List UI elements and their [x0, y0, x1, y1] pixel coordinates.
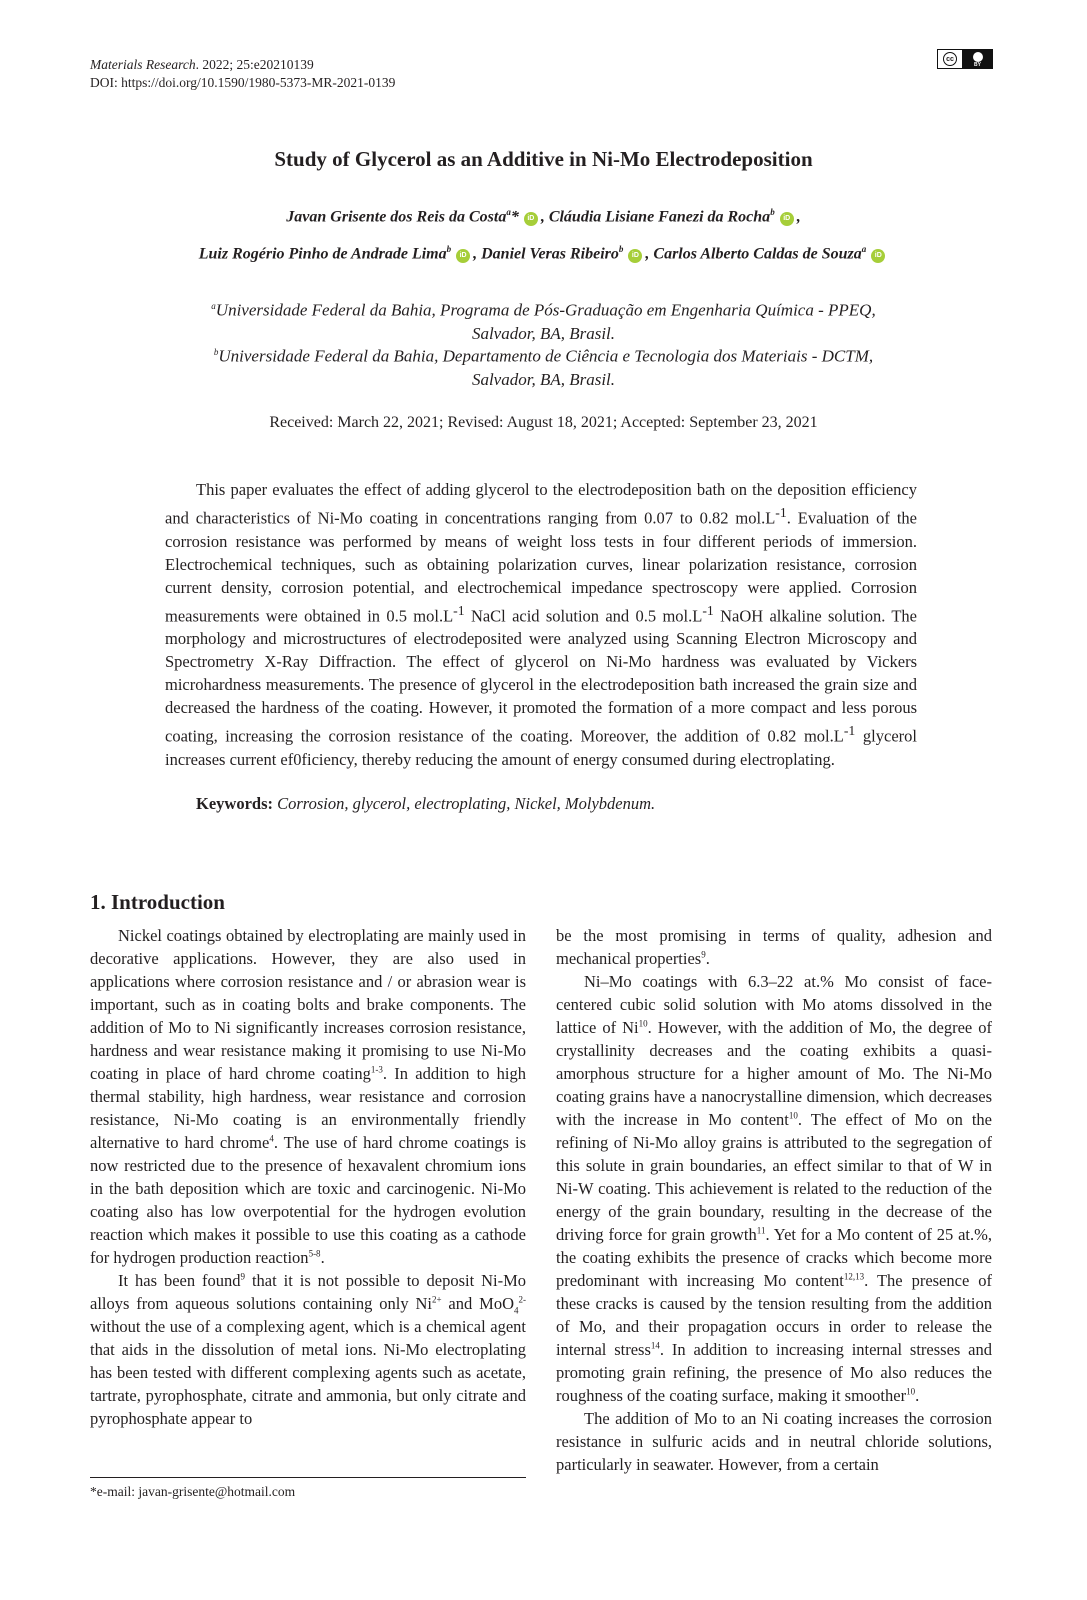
running-header	[90, 56, 395, 92]
author-affil-mark: b	[770, 207, 775, 217]
author-affil-mark: a	[506, 207, 511, 217]
author-line-2: Luiz Rogério Pinho de Andrade Lima$^b$iD , Daniel Veras Ribeiro$^b$iD , Carlos Alberto Caldas de Souza$^a$iD	[0, 244, 1087, 263]
orcid-icon[interactable]: iD	[628, 249, 642, 263]
cc-by-license-badge[interactable]	[937, 49, 993, 69]
affiliation-b: $^b$Universidade Federal da Bahia, Departamento de Ciência e Tecnologia dos Materiais - DCTM, Salvador, BA, Brasil.	[213, 346, 874, 389]
affiliation-a: $^a$Universidade Federal da Bahia, Programa de Pós-Graduação em Engenharia Química - PPEQ, Salvador, BA, Brasil.	[211, 300, 876, 343]
orcid-icon[interactable]: iD	[524, 212, 538, 226]
paragraph: be the most promising in terms of quality, adhesion and mechanical properties$^9$.	[556, 926, 992, 968]
paragraph: The addition of Mo to an Ni coating increases the corrosion resistance in sulfuric acids and in neutral chloride solutions, particularly in seawater. However, from a certain	[556, 1409, 992, 1474]
orcid-icon[interactable]: iD	[456, 249, 470, 263]
author-affil-mark: a	[861, 244, 867, 254]
keywords	[196, 794, 655, 814]
by-icon: BY	[963, 50, 992, 68]
cc-icon: cc	[938, 50, 963, 68]
section-heading: 1. Introduction	[90, 890, 225, 914]
author-name: Javan Grisente dos Reis da Costa	[286, 208, 507, 226]
journal-name: Materials Research	[90, 57, 196, 72]
paragraph: Nickel coatings obtained by electroplating are mainly used in decorative applications. However, they are also used in applications where corrosion resistance and / or abrasion wear is important, such as in coating bolts and brake components. The addition of Mo to Ni significantly increases corrosion resistance, hardness and wear resistance making it promising to use Ni-Mo coating in place of hard chrome coating$^{1-3}$. In addition to high thermal stability, high hardness, wear resistance and corrosion resistance, Ni-Mo coating is an environmentally friendly alternative to hard chrome$^4$. The use of hard chrome coatings is now restricted due to the presence of hexavalent chromium ions in the bath deposition which are toxic and carcinogenic. Ni-Mo coating also has low overpotential for the hydrogen evolution reaction which makes it possible to use this coating as a cathode for hydrogen production reaction$^{5-8}$.	[90, 926, 526, 1267]
footnote-rule	[90, 1477, 526, 1478]
keywords-list: Corrosion, glycerol, electroplating, Nickel, Molybdenum.	[277, 794, 656, 813]
body-column-left	[90, 924, 526, 1430]
paragraph: Ni–Mo coatings with 6.3–22 at.% Mo consist of face-centered cubic solid solution with Mo atoms dissolved in the lattice of Ni$^{10}$. However, with the addition of Mo, the degree of crystallinity decreases and the coating exhibits a quasi-amorphous structure for a higher amount of Mo. The Ni-Mo coating grains have a nanocrystalline dimension, which decreases with the increase in Mo content$^{10}$. The effect of Mo on the refining of Ni-Mo alloy grains is attributed to the segregation of this solute in grain boundaries, an effect similar to that of W in Ni-W coating. This achievement is related to the reduction of the energy of the grain boundary, resulting in the decrease of the driving force for grain growth$^{11}$. Yet for a Mo content of 25 at.%, the coating exhibits the presence of cracks which become more predominant with increasing Mo content$^{12,13}$. The presence of these cracks is caused by the tension resulting from the addition of Mo, and their propagation occurs in order to release the internal stress$^{14}$. In addition to increasing internal stresses and promoting grain refining, the presence of Mo also reduces the roughness of the coating surface, making it smoother$^{10}$.	[556, 972, 993, 1405]
received-dates: Received: March 22, 2021; Revised: August 18, 2021; Accepted: September 23, 2021	[269, 414, 818, 431]
journal-citation	[90, 56, 395, 74]
paper-title: Study of Glycerol as an Additive in Ni-Mo Electrodeposition	[274, 147, 813, 171]
author-name: Daniel Veras Ribeiro	[481, 245, 619, 263]
orcid-icon[interactable]: iD	[871, 249, 885, 263]
author-line-1: Javan Grisente dos Reis da Costa$^a$* iD , Cláudia Lisiane Fanezi da Rocha$^b$iD ,	[286, 207, 801, 226]
doi-link[interactable]: DOI: https://doi.org/10.1590/1980-5373-MR-2021-0139	[90, 75, 396, 90]
keywords-label: Keywords:	[196, 794, 273, 813]
orcid-icon[interactable]: iD	[780, 212, 794, 226]
author-name: Luiz Rogério Pinho de Andrade Lima	[198, 245, 447, 263]
abstract: This paper evaluates the effect of adding glycerol to the electrodeposition bath on the deposition efficiency and characteristics of Ni-Mo coating in concentrations ranging from 0.07 to 0.82 $mol.L^{-1}$. Evaluation of the corrosion resistance was performed by means of weight loss tests in four different periods of immersion. Electrochemical techniques, such as obtaining polarization curves, linear polarization resistance, corrosion current density, corrosion potential, and electrochemical impedance spectroscopy were applied. Corrosion measurements were obtained in 0.5 $mol.L^{-1}$ NaCl acid solution and 0.5 $mol.L^{-1}$ NaOH alkaline solution. The morphology and microstructures of electrodeposited were analyzed using Scanning Electron Microscopy and Spectrometry X-Ray Diffraction. The effect of glycerol on Ni-Mo hardness was evaluated by Vickers microhardness measurements. The presence of glycerol in the electrodeposition bath increased the grain size and decreased the hardness of the coating. However, it promoted the formation of a more compact and less porous coating, increasing the corrosion resistance of the coating. Moreover, the addition of 0.82 $mol.L^{-1}$ glycerol increases current ef0ficiency, thereby reducing the amount of energy consumed during electroplating.	[165, 480, 917, 769]
author-name: Cláudia Lisiane Fanezi da Rocha	[548, 208, 771, 226]
author-affil-mark: b	[446, 244, 452, 254]
body-column-right	[556, 924, 992, 1476]
footnote-email: *e-mail: javan-grisente@hotmail.com	[90, 1484, 296, 1499]
author-affil-mark: b	[618, 244, 624, 254]
paragraph: It has been found$^9$ that it is not possible to deposit Ni-Mo alloys from aqueous solutions containing only $Ni^{2+}$ and MoO$_4^{2-}$ without the use of a complexing agent, which is a chemical agent that aids in the dissolution of metal ions. Ni-Mo electroplating has been tested with different complexing agents such as acetate, tartrate, pyrophosphate, citrate and ammonia, but only citrate and pyrophosphate appear to	[90, 1271, 527, 1428]
author-name: Carlos Alberto Caldas de Souza	[653, 245, 862, 263]
citation-info: . 2022; 25:e20210139	[195, 57, 314, 72]
